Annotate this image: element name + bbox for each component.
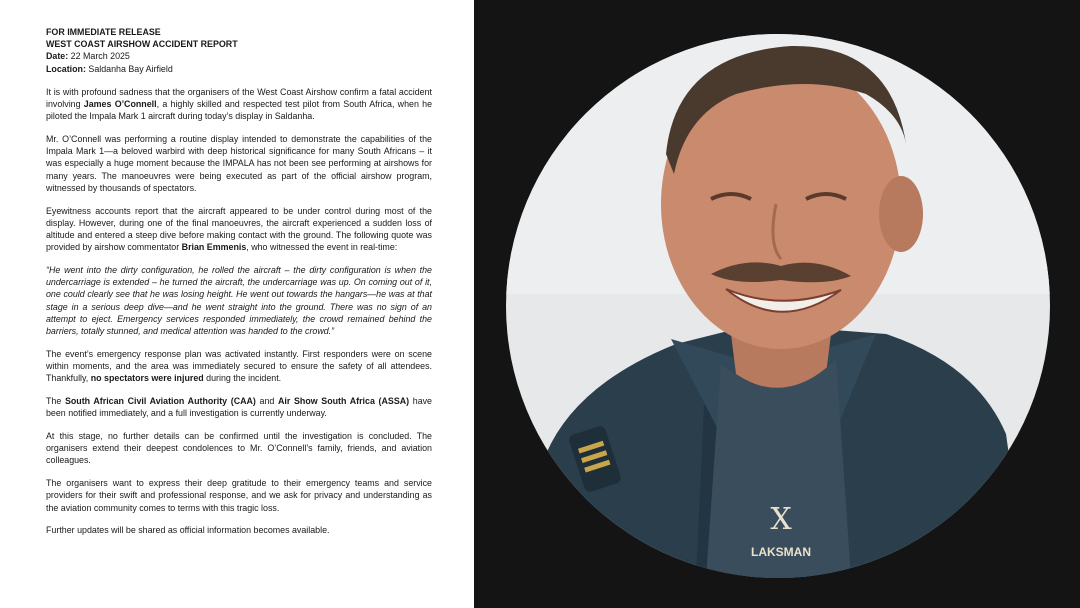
date-line xyxy=(46,50,432,62)
authorities-text-c: have been notified immediately, and a full investigation is currently underway. xyxy=(46,396,432,419)
portrait-illustration xyxy=(506,34,1050,578)
response-text-a: The event’s emergency response plan was activated instantly. First responders were on scene within moments, and the area was immediately secured to ensure the safety of all attendees. Thankfully, xyxy=(46,348,432,384)
pilot-name: James O’Connell xyxy=(83,99,157,110)
press-release-panel xyxy=(0,0,474,608)
eyewitness-text-b: , who witnessed the event in real-time: xyxy=(246,242,398,253)
date-label: Date: xyxy=(46,51,69,62)
paragraph-authorities xyxy=(46,395,432,419)
intro-text-b: , a highly skilled and respected test pilot from South Africa, when he piloted the Impala Mark 1 aircraft during today’s display in Saldanha. xyxy=(46,99,433,122)
response-text-b: during the incident. xyxy=(203,373,282,384)
badge-symbol: X xyxy=(770,502,792,537)
authorities-text-b: and xyxy=(255,396,278,407)
paragraph-updates: Further updates will be shared as official information becomes available. xyxy=(46,525,330,536)
authorities-text-a: The xyxy=(46,396,65,407)
paragraph-gratitude: The organisers want to express their deep gratitude to their emergency teams and service providers for their swift and professional response, and we ask for privacy and understanding as the aviation community comes to terms with this tragic loss. xyxy=(46,478,432,513)
paragraph-intro xyxy=(46,86,432,123)
caa-name: South African Civil Aviation Authority (CAA) xyxy=(64,396,256,407)
name-tag: LAKSMAN xyxy=(751,545,811,559)
no-injuries-text: no spectators were injured xyxy=(90,373,204,384)
paragraph-display: Mr. O’Connell was performing a routine display intended to demonstrate the capabilities of the Impala Mark 1—a beloved warbird with deep historical significance for many South Africans – it was especially a huge moment because the IMPALA has not been see performing at airshows for many years. The manoeuvres were being executed as part of the official airshow program, witnessed by thousands of spectators. xyxy=(46,134,432,193)
photo-panel xyxy=(474,0,1080,608)
commentator-quote: “He went into the dirty configuration, he rolled the aircraft – the dirty configuration is when the undercarriage is extended – he turned the aircraft, the undercarriage was up. On coming out of it, one could clearly see that he was losing height. He went out towards the hangars—he was at that stage in a serious deep dive—and he went straight into the ground. There was no sign of an attempt to eject. Emergency services responded immediately, the crowd remained behind the barriers, totally stunned, and medical attention was handed to the crowd.” xyxy=(46,265,432,337)
release-label: FOR IMMEDIATE RELEASE xyxy=(46,27,161,37)
location-value: Saldanha Bay Airfield xyxy=(85,63,173,74)
intro-text-a: It is with profound sadness that the organisers of the West Coast Airshow confirm a fatal accident involving xyxy=(46,86,432,110)
pilot-portrait xyxy=(506,34,1050,578)
report-title: WEST COAST AIRSHOW ACCIDENT REPORT xyxy=(46,39,238,50)
date-value: 22 March 2025 xyxy=(68,51,130,62)
commentator-name: Brian Emmenis xyxy=(181,242,247,253)
paragraph-eyewitness xyxy=(46,205,432,254)
location-line xyxy=(46,63,432,75)
eyewitness-text-a: Eyewitness accounts report that the aircraft appeared to be under control during most of the display. However, during one of the final manoeuvres, the aircraft experienced a sudden loss of altitude and entered a steep dive before making contact with the ground. The following quote was provided by airshow commentator xyxy=(46,205,432,253)
assa-name: Air Show South Africa (ASSA) xyxy=(278,396,410,407)
paragraph-condolences: At this stage, no further details can be confirmed until the investigation is concluded. The organisers extend their deepest condolences to Mr. O’Connell’s family, friends, and aviation colleagues. xyxy=(46,431,432,466)
paragraph-response xyxy=(46,348,432,385)
location-label: Location: xyxy=(46,63,86,74)
release-header xyxy=(46,26,432,75)
